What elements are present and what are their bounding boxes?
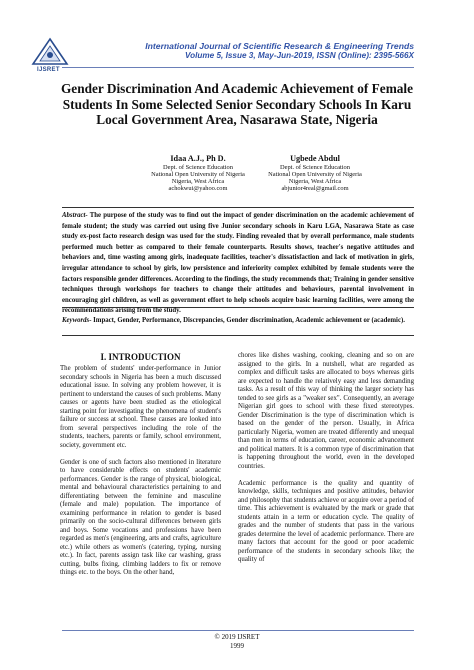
keywords-text: Impact, Gender, Performance, Discrepancies, Gender discrimination, Academic achievement or (academic). [91, 317, 405, 324]
section-heading: I. INTRODUCTION [100, 352, 181, 362]
journal-header [145, 41, 414, 61]
author-block [245, 154, 385, 193]
body-column-left [60, 352, 221, 586]
author-email: abjunior4real@gmail.com [281, 185, 349, 193]
page-number: 1999 [230, 642, 244, 650]
author-dept: Dept. of Science Education [163, 163, 233, 171]
body-paragraph: Academic performance is the quality and quantity of knowledge, skills, techniques and positive attitudes, behavior and philosophy that students achieve or acquire over a period of time. This achievement is evaluated by the mark or grade that students attain in a term or education cycle. The quality of grades and the number of students that pass in the various grades determine the level of academic performance. There are many factors that account for the good or poor academic performance of the students in secondary schools like; the quality of [238, 479, 414, 563]
abstract [62, 211, 414, 317]
keywords [62, 316, 414, 326]
header-rule [62, 67, 414, 68]
journal-logo-icon [30, 36, 70, 70]
author-email: achokwui@yahoo.com [168, 185, 228, 193]
body-paragraph: The problem of students' under-performance in Junior secondary schools in Nigeria has been a much discussed educational issue. In solving any problem however, it is pertinent to understand the causes of such problems. Many causes or agents have been studied as the etiological starting point for investigating the phenomena of student's failure or success at school. These causes are looked into from several perspectives including the role of the students, teachers, parents or family, school environment, society, government etc. [60, 365, 221, 449]
page-footer [0, 633, 474, 651]
footer-rule [62, 630, 414, 631]
author-location: Nigeria, West Africa [171, 178, 225, 186]
author-university: National Open University of Nigeria [268, 170, 362, 178]
author-university: National Open University of Nigeria [151, 170, 245, 178]
journal-logo-text: IJSRET [37, 67, 60, 73]
author-location: Nigeria, West Africa [288, 178, 342, 186]
author-name: Ugbede Abdul [290, 154, 340, 163]
keywords-label: Keywords- [62, 317, 92, 324]
body-paragraph: Gender is one of such factors also mentioned in literature to have considerable effects on students' academic performances. Gender is the range of physical, biological, mental and behavioural characteristics pertaining to and differentiating between the feminine and masculine (female and male) population. The importance of examining performance in relation to gender is based primarily on the socio-cultural differences between girls and boys. Some vocations and professions have been regarded as men's (engineering, arts and crafts, agriculture etc.) while others as women's (catering, typing, nursing etc.). In fact, parents assign task like car washing, grass cutting, bulbs fixing, climbing ladders to fix or remove things etc. to the boys. On the other hand, [60, 458, 221, 576]
paper-title: Gender Discrimination And Academic Achievement of Female Students In Some Selected Senior Secondary Schools In Karu Local Government Area, Nasarawa State, Nigeria [60, 81, 414, 128]
abstract-text: The purpose of the study was to find out the impact of gender discrimination on the academic achievement of female student; the study was carried out using five Junior secondary schools in Karu LGA, Nasarawa State as case study ex-post facto research design was used for the study. Finding revealed that by overall performance, male students performed much better as compared to their female counterparts. Results shows, teacher's negative attitudes and behaviors and, time wasting among girls, inadequate facilities, teacher's dissatisfaction and lack of motivation in girls, irregular attendance to school by girls, low persistence and inferiority complex exhibited by female students were the factors responsible gender differences. According to the findings, the study recommends that; Training in gender sensitive techniques through workshops for teachers to change their attitudes and behaviours, parental involvement in encouraging girl children, as well as government effort to help schools acquire basic learning facilities, were among the recommendations arising from the study. [62, 212, 414, 315]
copyright: © 2019 IJSRET [214, 633, 260, 641]
abstract-label: Abstract- [62, 212, 88, 219]
body-column-right [238, 352, 414, 573]
author-dept: Dept. of Science Education [280, 163, 350, 171]
abstract-section [62, 207, 414, 315]
body-paragraph: chores like dishes washing, cooking, cleaning and so on are assigned to the girls. In a nutshell, what are regarded as complex and difficult tasks are allocated to boys whereas girls are expected to handle the relatively easy and less demanding tasks. As a result of this way of thinking the larger society has tended to see girls as a "weaker sex". Consequently, an average Nigerian girl goes to school with these fixed stereotypes. Gender Discrimination is the type of discrimination which is based on the gender of the person. Usually, in Africa particularly Nigeria, women are treated differently and unequal than men in terms of education, career, economic advancement and political matters. It is a common type of discrimination that is happening throughout the world, even in the developed countries. [238, 352, 414, 470]
author-name: Idaa A.J., Ph D. [170, 154, 226, 163]
journal-issue: Volume 5, Issue 3, May-Jun-2019, ISSN (Online): 2395-566X [184, 51, 414, 60]
keywords-section [62, 313, 414, 336]
journal-name: International Journal of Scientific Research & Engineering Trends [145, 41, 414, 51]
